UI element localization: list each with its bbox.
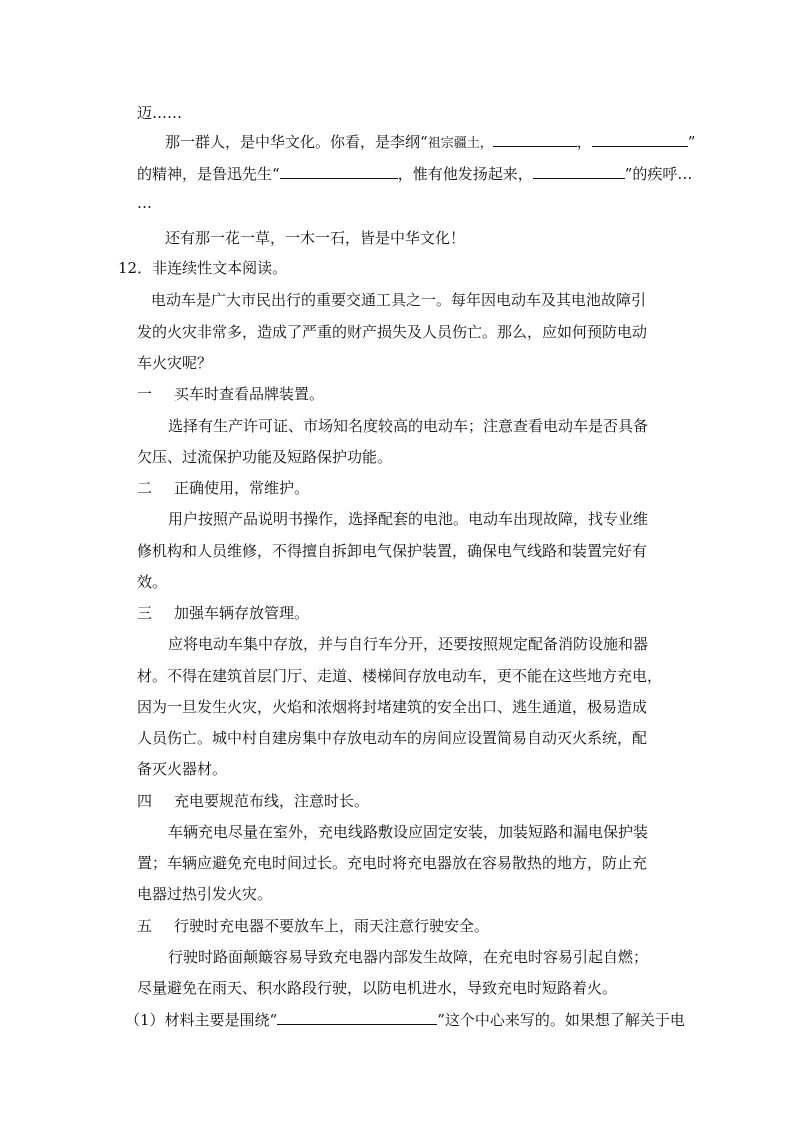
paragraph-text: 效。	[137, 573, 168, 591]
text-line	[168, 416, 648, 436]
text-line	[151, 290, 646, 310]
paragraph-text: 因为一旦发生火灾，火焰和浓烟将封堵建筑的安全出口、逃生通道，极易造成	[137, 698, 648, 716]
section-title: 正确使用，常维护。	[174, 479, 310, 497]
paragraph-text: 修机构和人员维修，不得擅自拆卸电气保护装置，确保电气线路和装置完好有	[137, 542, 648, 560]
paragraph-text: 电器过热引发火灾。	[137, 885, 273, 903]
text-line	[137, 193, 152, 213]
section-title: 加强车辆存放管理。	[174, 604, 310, 622]
paragraph-text: 选择有生产许可证、市场知名度较高的电动车；注意查看电动车是否具备	[168, 417, 649, 435]
section-title: 行驶时充电器不要放车上，雨天注意行驶安全。	[174, 917, 490, 935]
text-line	[137, 541, 647, 561]
text: ，惟有他发扬起来，	[397, 165, 533, 183]
paragraph-text: 电动车是广大市民出行的重要交通工具之一。每年因电动车及其电池故障引	[151, 291, 647, 309]
text-line	[137, 978, 617, 998]
text: 那一群人，是中华文化。你看，是李纲	[165, 133, 421, 151]
text: …	[137, 194, 152, 212]
sub-question	[125, 1010, 685, 1030]
quote-mark: “	[272, 165, 280, 183]
poem-quote: 祖宗疆土，	[427, 136, 493, 151]
text: 12．非连续性文本阅读。	[118, 259, 288, 277]
paragraph-text: 备灭火器材。	[137, 760, 228, 778]
paragraph-text: 车辆充电尽量在室外，充电线路敷设应固定安装，加装短路和漏电保护装	[168, 823, 649, 841]
text: 的精神，是鲁迅先生	[137, 165, 273, 183]
section-number: 一	[137, 385, 153, 403]
text-line	[137, 884, 272, 904]
text-line	[137, 728, 647, 748]
paragraph-text: 车火灾呢？	[137, 354, 213, 372]
section-heading	[137, 791, 369, 811]
text-line	[168, 947, 648, 967]
punctuation: ，	[576, 133, 592, 151]
paragraph-text: 应将电动车集中存放，并与自行车分开，还要按照规定配备消防设施和器	[168, 635, 649, 653]
text: 还有那一花一草，一木一石，皆是中华文化！	[165, 229, 466, 247]
text-line	[168, 634, 648, 654]
text: 迈……	[137, 104, 183, 122]
section-heading	[137, 603, 309, 623]
paragraph-text: 尽量避免在雨天、积水路段行驶，以防电机进水，导致充电时短路着火。	[137, 979, 618, 997]
paragraph-text: 欠压、过流保护功能及短路保护功能。	[137, 448, 393, 466]
text-line	[137, 666, 662, 686]
paragraph-text: 行驶时路面颠簸容易导致充电器内部发生故障，在充电时容易引起自燃；	[168, 948, 649, 966]
text-line	[137, 697, 647, 717]
quote-mark: “	[420, 133, 428, 151]
quote-mark: “	[269, 1011, 278, 1029]
section-title: 买车时查看品牌装置。	[174, 385, 325, 403]
text: 的疾呼…	[632, 165, 693, 183]
section-number: 三	[137, 604, 153, 622]
answer-blank[interactable]	[280, 164, 398, 179]
answer-blank[interactable]	[592, 132, 688, 147]
text: 这个中心来写的。如果想了解关于电	[444, 1011, 685, 1029]
quote-mark: ”	[687, 133, 696, 151]
paragraph-text: 用户按照产品说明书操作，选择配套的电池。电动车出现故障，找专业维	[168, 510, 649, 528]
section-title: 充电要规范布线，注意时长。	[174, 792, 370, 810]
answer-blank[interactable]	[277, 1010, 437, 1025]
quote-mark: ”	[437, 1011, 445, 1029]
text-line	[137, 353, 212, 373]
text-line	[165, 228, 465, 248]
answer-blank[interactable]	[493, 132, 577, 147]
section-heading	[137, 478, 309, 498]
text-line	[137, 447, 392, 467]
paragraph-text: 置；车辆应避免充电时间过长。充电时将充电器放在容易散热的地方，防止充	[137, 854, 648, 872]
paragraph-text: 发的火灾非常多，造成了严重的财产损失及人员伤亡。那么，应如何预防电动	[137, 323, 648, 341]
text-line	[137, 322, 647, 342]
text-line	[137, 572, 167, 592]
section-number: 五	[137, 917, 153, 935]
text-line	[137, 759, 227, 779]
question-heading	[118, 258, 287, 278]
paragraph-text: 人员伤亡。城中村自建房集中存放电动车的房间应设置简易自动灭火系统，配	[137, 729, 648, 747]
text: （1）材料主要是围绕	[125, 1011, 270, 1029]
text-line	[137, 853, 647, 873]
section-heading	[137, 916, 489, 936]
text-line	[137, 103, 182, 123]
paragraph-text: 材。不得在建筑首层门厅、走道、楼梯间存放电动车，更不能在这些地方充电，	[137, 667, 663, 685]
answer-blank[interactable]	[533, 164, 625, 179]
section-heading	[137, 384, 324, 404]
section-number: 四	[137, 792, 153, 810]
text-line	[165, 132, 695, 154]
text-line	[168, 822, 648, 842]
section-number: 二	[137, 479, 153, 497]
quote-mark: ”	[624, 165, 633, 183]
text-line	[168, 509, 648, 529]
text-line	[137, 164, 692, 184]
